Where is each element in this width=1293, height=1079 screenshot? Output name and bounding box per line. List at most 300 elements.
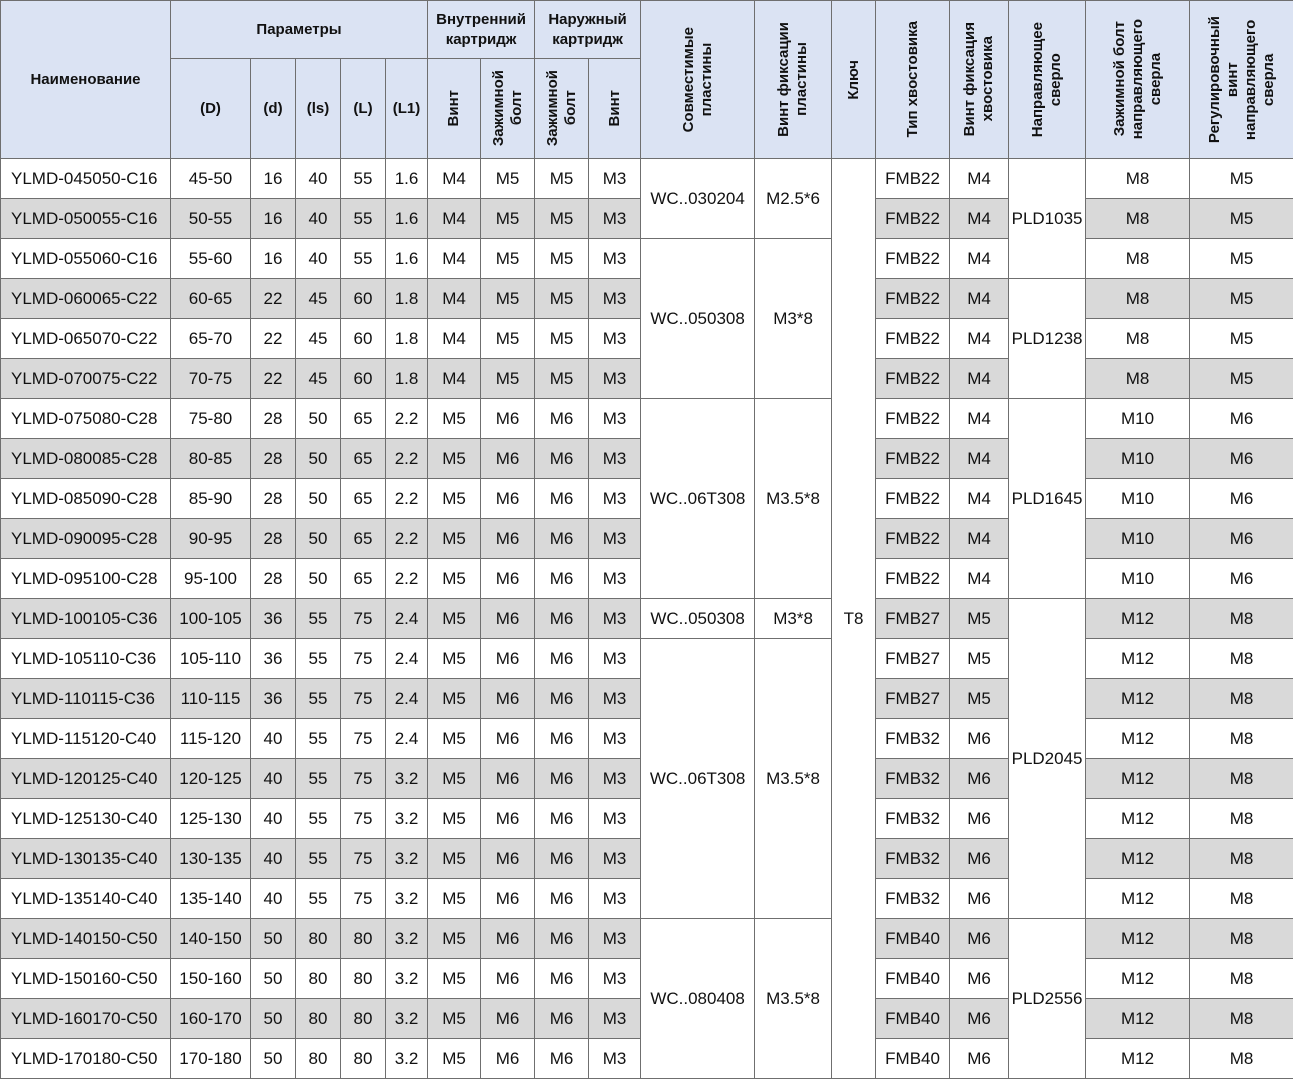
cell-inner-bolt: M6 [481, 1039, 535, 1079]
cell-param-D: 50-55 [171, 199, 251, 239]
header-inner-cartridge: Внутренний картридж [428, 1, 535, 59]
cell-inner-bolt: M5 [481, 159, 535, 199]
cell-param-D: 105-110 [171, 639, 251, 679]
cell-param-ls: 55 [296, 799, 341, 839]
cell-param-d: 22 [251, 279, 296, 319]
cell-param-L: 80 [341, 999, 386, 1039]
cell-inner-screw: M5 [428, 879, 481, 919]
cell-outer-bolt: M6 [535, 879, 589, 919]
cell-shank-screw: M4 [950, 359, 1009, 399]
cell-param-L1: 2.4 [386, 599, 428, 639]
cell-param-d: 40 [251, 759, 296, 799]
cell-param-D: 160-170 [171, 999, 251, 1039]
cell-outer-screw: M3 [589, 279, 641, 319]
cell-pilot-drill: PLD2045 [1009, 599, 1086, 919]
cell-param-ls: 55 [296, 679, 341, 719]
cell-row-name: YLMD-105110-C36 [1, 639, 171, 679]
cell-param-L1: 2.2 [386, 399, 428, 439]
cell-param-d: 50 [251, 999, 296, 1039]
header-adjust-screw: Регулировочный винт направляющего сверла [1190, 1, 1293, 159]
header-pilot-bolt: Зажимной болт направляющего сверла [1086, 1, 1190, 159]
cell-row-name: YLMD-160170-C50 [1, 999, 171, 1039]
cell-inner-screw: M5 [428, 399, 481, 439]
cell-outer-screw: M3 [589, 399, 641, 439]
cell-pilot-bolt: M8 [1086, 159, 1190, 199]
cell-param-L1: 1.6 [386, 199, 428, 239]
cell-param-D: 115-120 [171, 719, 251, 759]
cell-param-L1: 3.2 [386, 1039, 428, 1079]
header-outer-cartridge: Наружный картридж [535, 1, 641, 59]
cell-adjust-screw: M8 [1190, 719, 1293, 759]
cell-param-D: 170-180 [171, 1039, 251, 1079]
cell-inner-bolt: M6 [481, 919, 535, 959]
cell-adjust-screw: M6 [1190, 479, 1293, 519]
cell-pilot-bolt: M12 [1086, 1039, 1190, 1079]
cell-inner-screw: M4 [428, 239, 481, 279]
cell-outer-bolt: M6 [535, 639, 589, 679]
cell-row-name: YLMD-135140-C40 [1, 879, 171, 919]
cell-inner-screw: M4 [428, 279, 481, 319]
cell-param-L1: 3.2 [386, 959, 428, 999]
cell-shank-screw: M6 [950, 799, 1009, 839]
table-row [1, 399, 1293, 439]
cell-shank-screw: M6 [950, 879, 1009, 919]
cell-param-d: 28 [251, 479, 296, 519]
cell-inner-screw: M5 [428, 639, 481, 679]
cell-shank: FMB32 [876, 719, 950, 759]
cell-inner-bolt: M6 [481, 439, 535, 479]
cell-outer-screw: M3 [589, 799, 641, 839]
cell-shank-screw: M5 [950, 679, 1009, 719]
cell-outer-bolt: M5 [535, 239, 589, 279]
cell-row-name: YLMD-100105-C36 [1, 599, 171, 639]
table-row [1, 919, 1293, 959]
cell-inner-screw: M5 [428, 839, 481, 879]
cell-shank-screw: M6 [950, 839, 1009, 879]
cell-param-L1: 1.8 [386, 359, 428, 399]
cell-inner-screw: M5 [428, 799, 481, 839]
cell-param-d: 40 [251, 839, 296, 879]
cell-shank-screw: M4 [950, 279, 1009, 319]
header-outer-bolt: Зажимной болт [535, 59, 589, 159]
cell-outer-bolt: M6 [535, 759, 589, 799]
cell-param-L1: 3.2 [386, 879, 428, 919]
cell-adjust-screw: M8 [1190, 879, 1293, 919]
cell-outer-bolt: M5 [535, 199, 589, 239]
cell-row-name: YLMD-060065-C22 [1, 279, 171, 319]
cell-param-D: 80-85 [171, 439, 251, 479]
cell-inner-bolt: M6 [481, 679, 535, 719]
cell-param-D: 95-100 [171, 559, 251, 599]
cell-outer-screw: M3 [589, 919, 641, 959]
cell-plates: WC..080408 [641, 919, 755, 1079]
cell-param-ls: 45 [296, 279, 341, 319]
cell-pilot-bolt: M8 [1086, 319, 1190, 359]
cell-shank: FMB22 [876, 479, 950, 519]
cell-pilot-drill: PLD1035 [1009, 159, 1086, 279]
cell-pilot-bolt: M10 [1086, 479, 1190, 519]
cell-param-L1: 1.6 [386, 239, 428, 279]
cell-shank: FMB32 [876, 759, 950, 799]
cell-inner-screw: M5 [428, 719, 481, 759]
table-row [1, 599, 1293, 639]
cell-outer-screw: M3 [589, 479, 641, 519]
cell-param-ls: 40 [296, 199, 341, 239]
cell-pilot-bolt: M12 [1086, 879, 1190, 919]
cell-outer-bolt: M6 [535, 599, 589, 639]
cell-param-L: 75 [341, 679, 386, 719]
cell-param-ls: 55 [296, 599, 341, 639]
cell-param-ls: 55 [296, 759, 341, 799]
cell-shank-screw: M6 [950, 959, 1009, 999]
cell-inner-bolt: M6 [481, 839, 535, 879]
cell-param-L: 55 [341, 199, 386, 239]
cell-param-d: 40 [251, 879, 296, 919]
cell-inner-bolt: M6 [481, 999, 535, 1039]
cell-shank: FMB32 [876, 799, 950, 839]
cell-shank: FMB22 [876, 559, 950, 599]
cell-param-L: 65 [341, 519, 386, 559]
cell-adjust-screw: M8 [1190, 839, 1293, 879]
cell-param-d: 28 [251, 399, 296, 439]
cell-outer-screw: M3 [589, 439, 641, 479]
header-param-L1: (L1) [386, 59, 428, 159]
header-name: Наименование [1, 1, 171, 159]
cell-inner-screw: M5 [428, 559, 481, 599]
cell-param-ls: 55 [296, 879, 341, 919]
cell-outer-screw: M3 [589, 759, 641, 799]
cell-param-ls: 50 [296, 479, 341, 519]
cell-shank: FMB22 [876, 399, 950, 439]
cell-outer-bolt: M6 [535, 439, 589, 479]
cell-shank-screw: M4 [950, 319, 1009, 359]
cell-row-name: YLMD-120125-C40 [1, 759, 171, 799]
cell-param-ls: 50 [296, 559, 341, 599]
header-pilot-drill: Направляющее сверло [1009, 1, 1086, 159]
cell-row-name: YLMD-070075-C22 [1, 359, 171, 399]
cell-row-name: YLMD-065070-C22 [1, 319, 171, 359]
cell-shank: FMB22 [876, 519, 950, 559]
cell-param-L: 60 [341, 319, 386, 359]
cell-param-d: 16 [251, 239, 296, 279]
cell-outer-screw: M3 [589, 159, 641, 199]
cell-outer-screw: M3 [589, 559, 641, 599]
cell-param-D: 125-130 [171, 799, 251, 839]
cell-inner-screw: M5 [428, 439, 481, 479]
cell-outer-bolt: M6 [535, 919, 589, 959]
cell-param-d: 50 [251, 1039, 296, 1079]
cell-param-d: 22 [251, 319, 296, 359]
cell-plate-screw: M2.5*6 [755, 159, 832, 239]
cell-adjust-screw: M6 [1190, 559, 1293, 599]
cell-adjust-screw: M6 [1190, 439, 1293, 479]
cell-shank: FMB32 [876, 839, 950, 879]
cell-param-d: 36 [251, 679, 296, 719]
cell-param-L1: 2.2 [386, 479, 428, 519]
cell-row-name: YLMD-090095-C28 [1, 519, 171, 559]
cell-inner-bolt: M5 [481, 239, 535, 279]
cell-row-name: YLMD-080085-C28 [1, 439, 171, 479]
cell-inner-screw: M5 [428, 599, 481, 639]
cell-row-name: YLMD-050055-C16 [1, 199, 171, 239]
cell-pilot-bolt: M12 [1086, 839, 1190, 879]
cell-inner-screw: M5 [428, 679, 481, 719]
header-key: Ключ [832, 1, 876, 159]
cell-outer-bolt: M6 [535, 399, 589, 439]
cell-outer-bolt: M6 [535, 839, 589, 879]
cell-outer-screw: M3 [589, 879, 641, 919]
cell-inner-bolt: M6 [481, 639, 535, 679]
cell-pilot-bolt: M12 [1086, 599, 1190, 639]
cell-plates: WC..030204 [641, 159, 755, 239]
cell-param-D: 75-80 [171, 399, 251, 439]
cell-row-name: YLMD-130135-C40 [1, 839, 171, 879]
cell-outer-bolt: M6 [535, 999, 589, 1039]
cell-adjust-screw: M6 [1190, 519, 1293, 559]
cell-param-d: 50 [251, 919, 296, 959]
cell-param-ls: 50 [296, 399, 341, 439]
cell-param-L1: 2.4 [386, 639, 428, 679]
cell-outer-bolt: M5 [535, 279, 589, 319]
cell-param-D: 140-150 [171, 919, 251, 959]
cell-inner-bolt: M6 [481, 719, 535, 759]
cell-pilot-bolt: M8 [1086, 239, 1190, 279]
cell-inner-screw: M5 [428, 1039, 481, 1079]
cell-param-D: 110-115 [171, 679, 251, 719]
cell-plate-screw: M3.5*8 [755, 639, 832, 919]
cell-shank: FMB22 [876, 319, 950, 359]
cell-row-name: YLMD-125130-C40 [1, 799, 171, 839]
cell-param-ls: 40 [296, 239, 341, 279]
cell-row-name: YLMD-095100-C28 [1, 559, 171, 599]
cell-outer-screw: M3 [589, 639, 641, 679]
cell-plates: WC..050308 [641, 599, 755, 639]
cell-row-name: YLMD-045050-C16 [1, 159, 171, 199]
cell-adjust-screw: M5 [1190, 199, 1293, 239]
cell-inner-screw: M5 [428, 759, 481, 799]
cell-param-ls: 45 [296, 319, 341, 359]
header-shank: Тип хвостовика [876, 1, 950, 159]
cell-outer-screw: M3 [589, 679, 641, 719]
cell-adjust-screw: M5 [1190, 359, 1293, 399]
cell-outer-bolt: M6 [535, 719, 589, 759]
cell-pilot-bolt: M12 [1086, 639, 1190, 679]
cell-outer-screw: M3 [589, 599, 641, 639]
cell-shank: FMB22 [876, 159, 950, 199]
cell-outer-screw: M3 [589, 959, 641, 999]
cell-shank-screw: M6 [950, 999, 1009, 1039]
cell-inner-bolt: M6 [481, 559, 535, 599]
cell-pilot-bolt: M12 [1086, 679, 1190, 719]
header-param-D: (D) [171, 59, 251, 159]
cell-shank-screw: M4 [950, 239, 1009, 279]
cell-shank: FMB40 [876, 999, 950, 1039]
cell-shank-screw: M4 [950, 559, 1009, 599]
cell-param-L: 75 [341, 839, 386, 879]
cell-param-L: 75 [341, 599, 386, 639]
cell-row-name: YLMD-075080-C28 [1, 399, 171, 439]
cell-adjust-screw: M8 [1190, 999, 1293, 1039]
cell-inner-bolt: M6 [481, 959, 535, 999]
cell-inner-screw: M4 [428, 159, 481, 199]
cell-inner-bolt: M6 [481, 399, 535, 439]
cell-outer-bolt: M6 [535, 679, 589, 719]
table-row [1, 639, 1293, 679]
header-outer-screw: Винт [589, 59, 641, 159]
cell-shank-screw: M6 [950, 719, 1009, 759]
cell-adjust-screw: M6 [1190, 399, 1293, 439]
cell-adjust-screw: M8 [1190, 1039, 1293, 1079]
cell-shank-screw: M5 [950, 639, 1009, 679]
cell-param-ls: 40 [296, 159, 341, 199]
cell-param-D: 70-75 [171, 359, 251, 399]
cell-plates: WC..06T308 [641, 639, 755, 919]
cell-pilot-bolt: M12 [1086, 799, 1190, 839]
cell-row-name: YLMD-110115-C36 [1, 679, 171, 719]
cell-param-L1: 2.4 [386, 679, 428, 719]
cell-plate-screw: M3.5*8 [755, 399, 832, 599]
cell-param-D: 55-60 [171, 239, 251, 279]
cell-inner-screw: M5 [428, 919, 481, 959]
cell-param-D: 60-65 [171, 279, 251, 319]
cell-shank-screw: M6 [950, 919, 1009, 959]
cell-outer-bolt: M6 [535, 519, 589, 559]
cell-param-L1: 3.2 [386, 799, 428, 839]
cell-pilot-bolt: M12 [1086, 719, 1190, 759]
cell-inner-screw: M4 [428, 359, 481, 399]
cell-param-L: 55 [341, 159, 386, 199]
cell-param-d: 50 [251, 959, 296, 999]
cell-shank: FMB27 [876, 679, 950, 719]
cell-adjust-screw: M8 [1190, 919, 1293, 959]
cell-param-ls: 45 [296, 359, 341, 399]
cell-pilot-bolt: M10 [1086, 519, 1190, 559]
cell-pilot-bolt: M8 [1086, 199, 1190, 239]
cell-param-L: 55 [341, 239, 386, 279]
cell-shank: FMB22 [876, 239, 950, 279]
cell-outer-screw: M3 [589, 359, 641, 399]
cell-plate-screw: M3.5*8 [755, 919, 832, 1079]
cell-pilot-bolt: M8 [1086, 359, 1190, 399]
cell-outer-bolt: M6 [535, 959, 589, 999]
cell-param-L: 75 [341, 759, 386, 799]
cell-param-d: 40 [251, 799, 296, 839]
cell-pilot-bolt: M12 [1086, 999, 1190, 1039]
cell-pilot-bolt: M8 [1086, 279, 1190, 319]
cell-adjust-screw: M5 [1190, 239, 1293, 279]
cell-inner-bolt: M5 [481, 359, 535, 399]
cell-param-L: 60 [341, 279, 386, 319]
cell-pilot-bolt: M12 [1086, 759, 1190, 799]
cell-param-ls: 55 [296, 719, 341, 759]
header-shank-screw: Винт фиксация хвостовика [950, 1, 1009, 159]
header-param-d: (d) [251, 59, 296, 159]
header-param-ls: (ls) [296, 59, 341, 159]
cell-shank: FMB27 [876, 599, 950, 639]
cell-row-name: YLMD-085090-C28 [1, 479, 171, 519]
cell-shank-screw: M4 [950, 519, 1009, 559]
cell-inner-screw: M5 [428, 959, 481, 999]
cell-param-ls: 80 [296, 919, 341, 959]
cell-outer-screw: M3 [589, 839, 641, 879]
cell-pilot-bolt: M10 [1086, 559, 1190, 599]
cell-param-D: 150-160 [171, 959, 251, 999]
cell-inner-bolt: M6 [481, 799, 535, 839]
cell-shank: FMB27 [876, 639, 950, 679]
cell-row-name: YLMD-140150-C50 [1, 919, 171, 959]
cell-param-L1: 1.8 [386, 279, 428, 319]
cell-param-D: 130-135 [171, 839, 251, 879]
cell-pilot-bolt: M10 [1086, 399, 1190, 439]
cell-adjust-screw: M8 [1190, 799, 1293, 839]
cell-row-name: YLMD-170180-C50 [1, 1039, 171, 1079]
cell-plate-screw: M3*8 [755, 239, 832, 399]
cell-outer-screw: M3 [589, 199, 641, 239]
cell-param-L1: 2.2 [386, 519, 428, 559]
cell-param-L: 75 [341, 719, 386, 759]
cell-shank-screw: M4 [950, 479, 1009, 519]
header-inner-screw: Винт [428, 59, 481, 159]
cell-pilot-drill: PLD1645 [1009, 399, 1086, 599]
cell-param-d: 16 [251, 199, 296, 239]
cell-pilot-drill: PLD1238 [1009, 279, 1086, 399]
cell-outer-screw: M3 [589, 519, 641, 559]
cell-inner-bolt: M6 [481, 879, 535, 919]
cell-outer-bolt: M6 [535, 1039, 589, 1079]
cell-outer-bolt: M5 [535, 319, 589, 359]
cell-outer-bolt: M5 [535, 159, 589, 199]
cell-param-L: 75 [341, 879, 386, 919]
cell-inner-screw: M5 [428, 519, 481, 559]
cell-adjust-screw: M8 [1190, 959, 1293, 999]
cell-param-D: 85-90 [171, 479, 251, 519]
cell-row-name: YLMD-115120-C40 [1, 719, 171, 759]
cell-shank: FMB22 [876, 439, 950, 479]
cell-outer-bolt: M6 [535, 799, 589, 839]
cell-outer-screw: M3 [589, 999, 641, 1039]
cell-param-D: 45-50 [171, 159, 251, 199]
cell-param-D: 90-95 [171, 519, 251, 559]
cell-param-d: 40 [251, 719, 296, 759]
cell-adjust-screw: M5 [1190, 279, 1293, 319]
cell-param-L: 75 [341, 639, 386, 679]
cell-shank-screw: M4 [950, 399, 1009, 439]
cell-param-L1: 2.2 [386, 439, 428, 479]
table-row [1, 159, 1293, 199]
cell-shank: FMB22 [876, 279, 950, 319]
cell-adjust-screw: M5 [1190, 319, 1293, 359]
cell-shank-screw: M6 [950, 1039, 1009, 1079]
cell-param-L: 75 [341, 799, 386, 839]
cell-param-d: 28 [251, 559, 296, 599]
cell-param-L1: 3.2 [386, 759, 428, 799]
cell-param-D: 65-70 [171, 319, 251, 359]
cell-param-L1: 2.2 [386, 559, 428, 599]
cell-outer-screw: M3 [589, 319, 641, 359]
header-plate-screw: Винт фиксации пластины [755, 1, 832, 159]
cell-shank-screw: M5 [950, 599, 1009, 639]
cell-row-name: YLMD-150160-C50 [1, 959, 171, 999]
cell-param-L: 80 [341, 959, 386, 999]
cell-outer-bolt: M6 [535, 479, 589, 519]
cell-param-L: 65 [341, 439, 386, 479]
cell-row-name: YLMD-055060-C16 [1, 239, 171, 279]
table-row [1, 239, 1293, 279]
cell-pilot-bolt: M12 [1086, 959, 1190, 999]
cell-param-L1: 3.2 [386, 919, 428, 959]
cell-shank-screw: M6 [950, 759, 1009, 799]
cell-pilot-bolt: M12 [1086, 919, 1190, 959]
